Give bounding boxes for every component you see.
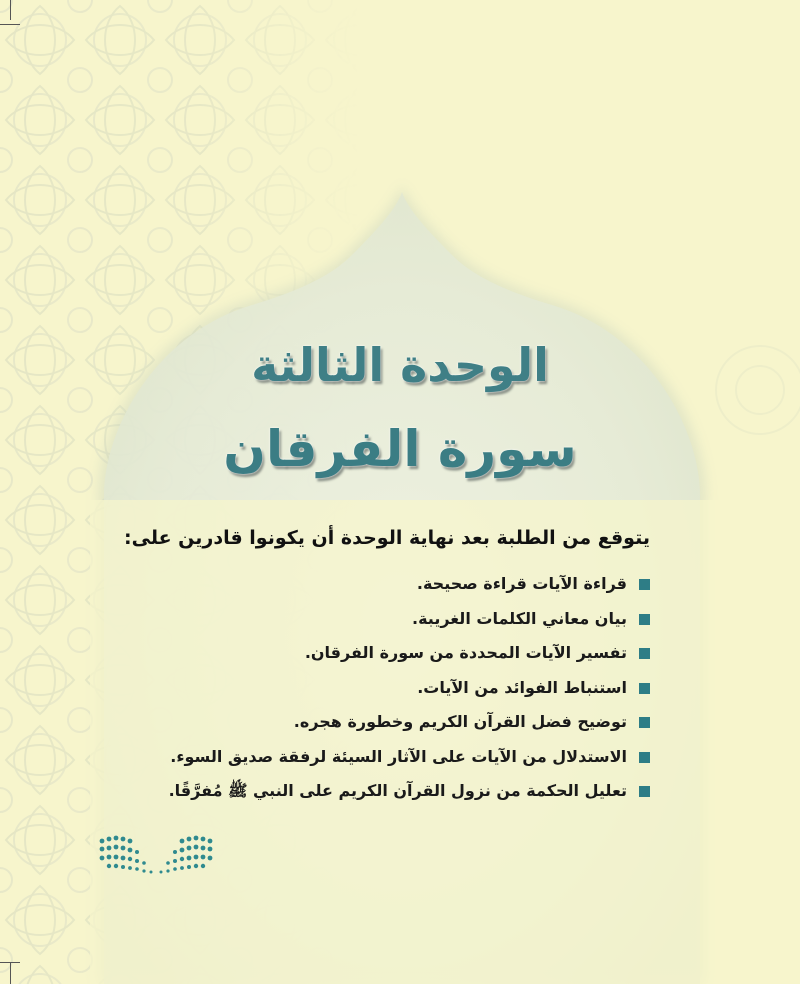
list-item xyxy=(90,567,650,602)
objectives-list xyxy=(90,567,650,809)
objective-text: استنباط الفوائد من الآيات. xyxy=(417,677,627,697)
objective-text: تفسير الآيات المحددة من سورة الفرقان. xyxy=(304,643,627,662)
crop-mark xyxy=(10,962,11,984)
objective-text: توضيح فضل القرآن الكريم وخطورة هجره. xyxy=(293,712,627,731)
list-item xyxy=(90,774,650,809)
objective-text: بيان معاني الكلمات الغريبة. xyxy=(412,608,627,628)
square-bullet-icon xyxy=(639,579,650,590)
ministry-dot-logo xyxy=(96,833,216,877)
square-bullet-icon xyxy=(639,648,650,659)
square-bullet-icon xyxy=(639,614,650,625)
list-item xyxy=(90,602,650,637)
square-bullet-icon xyxy=(639,752,650,763)
objective-text: الاستدلال من الآيات على الآثار السيئة لرفقة صديق السوء. xyxy=(170,746,627,766)
square-bullet-icon xyxy=(639,786,650,797)
unit-title: الوحدة الثالثة xyxy=(251,338,549,392)
objectives-intro: يتوقع من الطلبة بعد نهاية الوحدة أن يكونوا قادرين على: xyxy=(124,527,650,549)
list-item xyxy=(90,636,650,671)
list-item xyxy=(90,705,650,740)
objective-text: تعليل الحكمة من نزول القرآن الكريم على النبي ﷺ مُفرَّقًا. xyxy=(168,781,627,800)
square-bullet-icon xyxy=(639,683,650,694)
crop-mark xyxy=(10,0,11,20)
surah-title: سورة الفرقان xyxy=(223,420,577,478)
objective-text: قراءة الآيات قراءة صحيحة. xyxy=(416,574,627,593)
crop-mark xyxy=(0,24,20,25)
crop-mark xyxy=(0,962,20,963)
square-bullet-icon xyxy=(639,717,650,728)
list-item xyxy=(90,671,650,706)
list-item xyxy=(90,740,650,775)
